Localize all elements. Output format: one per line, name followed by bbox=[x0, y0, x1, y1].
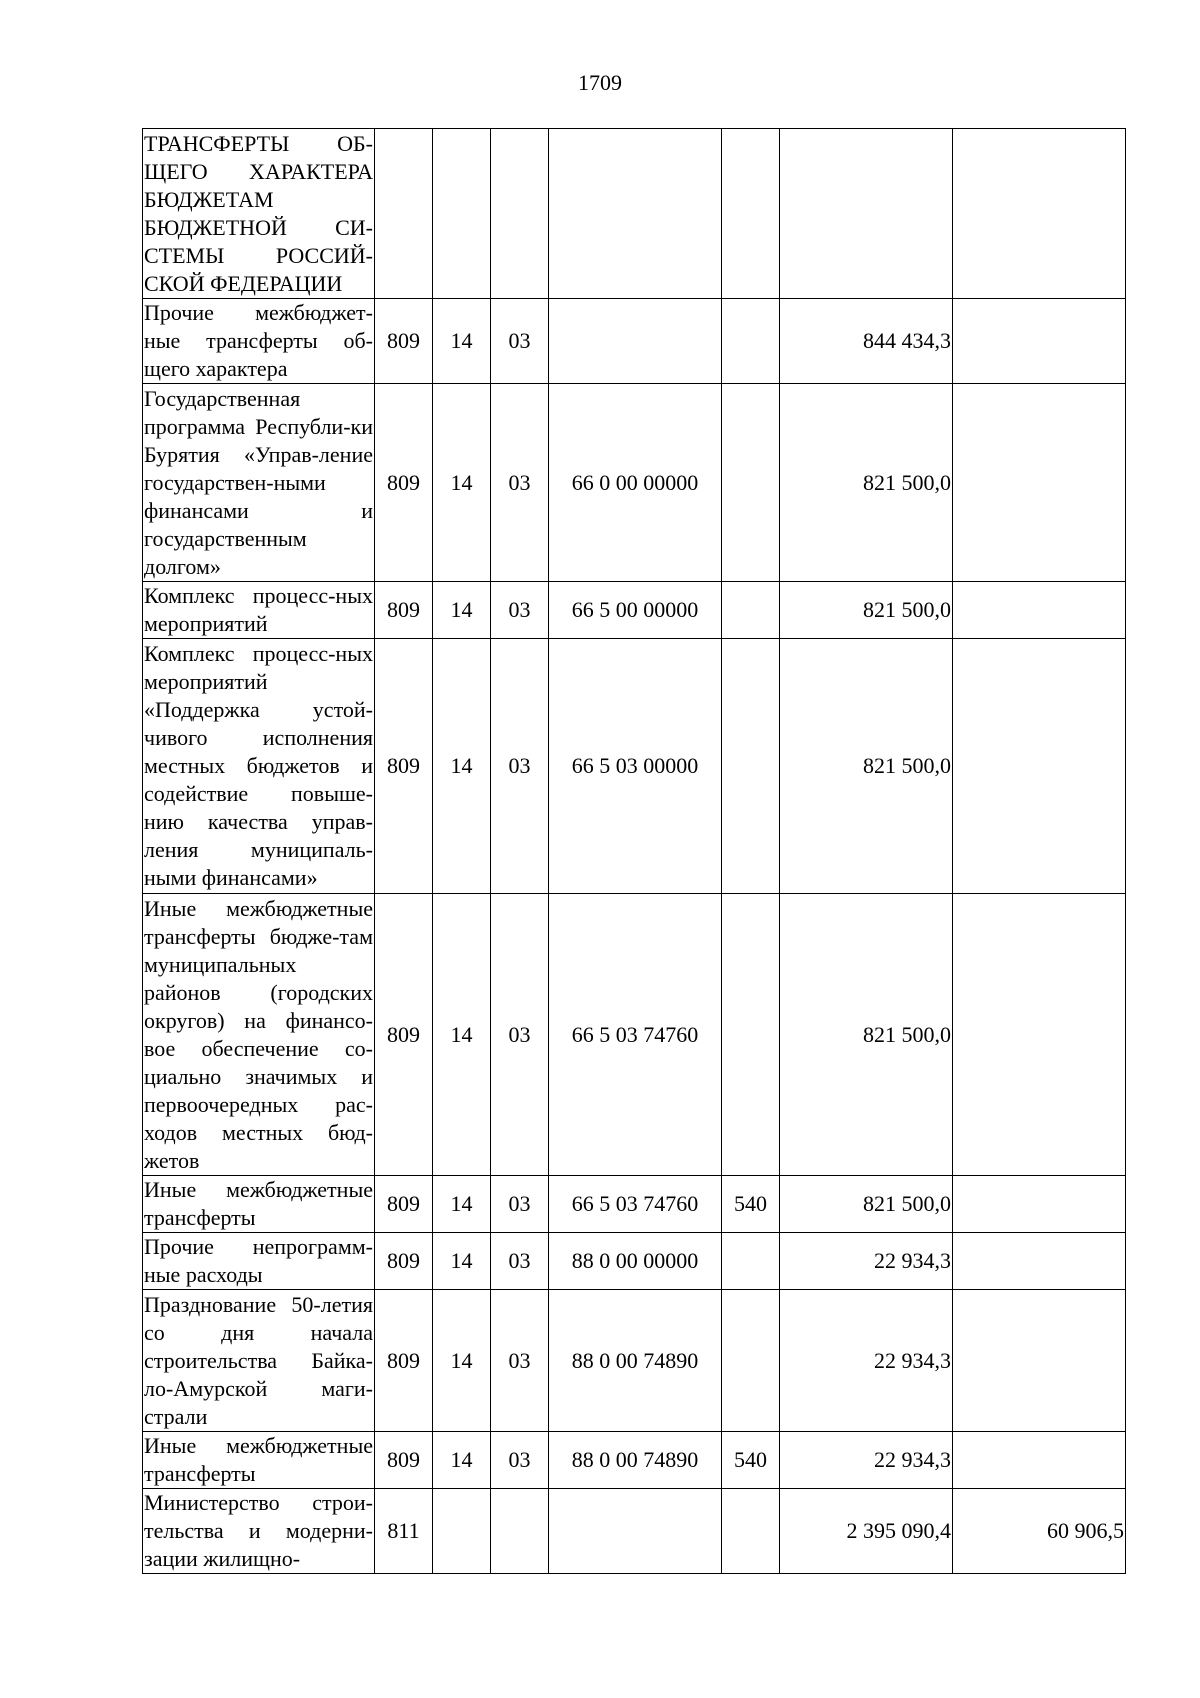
table-row bbox=[143, 129, 1126, 299]
row-target-article: 88 0 00 00000 bbox=[549, 1233, 722, 1290]
row-amount: 22 934,3 bbox=[780, 1290, 953, 1432]
row-ministry-code: 809 bbox=[375, 1432, 433, 1489]
row-amount: 22 934,3 bbox=[780, 1233, 953, 1290]
row-target-article: 88 0 00 74890 bbox=[549, 1290, 722, 1432]
row-amount: 821 500,0 bbox=[780, 1176, 953, 1233]
row-amount: 821 500,0 bbox=[780, 582, 953, 639]
row-ministry-code: 809 bbox=[375, 384, 433, 582]
row-amount-extra bbox=[953, 384, 1126, 582]
row-subsection-code: 03 bbox=[491, 299, 549, 384]
row-subsection-code: 03 bbox=[491, 582, 549, 639]
row-name: Комплекс процесс-ных мероприятий «Поддержка устой-чивого исполнения местных бюджетов и содействие повыше-нию качества управ-ления муниципаль-ными финансами» bbox=[143, 639, 375, 894]
row-amount-extra bbox=[953, 1176, 1126, 1233]
row-target-article: 66 5 03 74760 bbox=[549, 1176, 722, 1233]
row-expense-type bbox=[722, 1489, 780, 1574]
row-ministry-code: 811 bbox=[375, 1489, 433, 1574]
row-name: Иные межбюджетные трансферты bbox=[143, 1176, 375, 1233]
row-target-article bbox=[549, 299, 722, 384]
row-section-code: 14 bbox=[433, 894, 491, 1176]
row-section-code: 14 bbox=[433, 1176, 491, 1233]
row-subsection-code: 03 bbox=[491, 894, 549, 1176]
row-subsection-code: 03 bbox=[491, 1432, 549, 1489]
row-subsection-code bbox=[491, 129, 549, 299]
row-amount: 22 934,3 bbox=[780, 1432, 953, 1489]
row-ministry-code: 809 bbox=[375, 1176, 433, 1233]
row-section-code: 14 bbox=[433, 1432, 491, 1489]
row-name: Комплекс процесс-ных мероприятий bbox=[143, 582, 375, 639]
row-ministry-code bbox=[375, 129, 433, 299]
row-expense-type bbox=[722, 639, 780, 894]
row-target-article: 66 5 03 74760 bbox=[549, 894, 722, 1176]
row-name: Государственная программа Республи-ки Бурятия «Управ-ление государствен-ными финансами и государственным долгом» bbox=[143, 384, 375, 582]
row-amount-extra bbox=[953, 1233, 1126, 1290]
row-amount-extra bbox=[953, 1290, 1126, 1432]
row-name: Иные межбюджетные трансферты бюдже-там муниципальных районов (городских округов) на финансо-вое обеспечение со-циально значимых и первоочередных рас-ходов местных бюд-жетов bbox=[143, 894, 375, 1176]
row-expense-type: 540 bbox=[722, 1432, 780, 1489]
row-section-code: 14 bbox=[433, 1233, 491, 1290]
row-ministry-code: 809 bbox=[375, 1233, 433, 1290]
row-target-article bbox=[549, 129, 722, 299]
row-expense-type bbox=[722, 582, 780, 639]
row-expense-type bbox=[722, 129, 780, 299]
row-amount: 844 434,3 bbox=[780, 299, 953, 384]
row-amount: 821 500,0 bbox=[780, 639, 953, 894]
row-ministry-code: 809 bbox=[375, 639, 433, 894]
table-row bbox=[143, 384, 1126, 582]
row-subsection-code bbox=[491, 1489, 549, 1574]
row-subsection-code: 03 bbox=[491, 1176, 549, 1233]
row-amount: 821 500,0 bbox=[780, 384, 953, 582]
row-name: Празднование 50-летия со дня начала строительства Байка-ло-Амурской маги-страли bbox=[143, 1290, 375, 1432]
row-name: Иные межбюджетные трансферты bbox=[143, 1432, 375, 1489]
budget-table bbox=[142, 128, 1126, 1574]
table-row bbox=[143, 1432, 1126, 1489]
row-expense-type: 540 bbox=[722, 1176, 780, 1233]
table-row bbox=[143, 582, 1126, 639]
row-subsection-code: 03 bbox=[491, 1233, 549, 1290]
row-amount-extra bbox=[953, 299, 1126, 384]
row-section-code: 14 bbox=[433, 299, 491, 384]
row-subsection-code: 03 bbox=[491, 384, 549, 582]
row-target-article: 66 0 00 00000 bbox=[549, 384, 722, 582]
table-row bbox=[143, 1489, 1126, 1574]
row-name: Прочие непрограмм-ные расходы bbox=[143, 1233, 375, 1290]
row-expense-type bbox=[722, 384, 780, 582]
row-ministry-code: 809 bbox=[375, 894, 433, 1176]
row-ministry-code: 809 bbox=[375, 582, 433, 639]
row-target-article: 66 5 03 00000 bbox=[549, 639, 722, 894]
row-name: Прочие межбюджет-ные трансферты об-щего характера bbox=[143, 299, 375, 384]
row-expense-type bbox=[722, 894, 780, 1176]
row-target-article: 88 0 00 74890 bbox=[549, 1432, 722, 1489]
table-row bbox=[143, 1176, 1126, 1233]
row-section-code: 14 bbox=[433, 1290, 491, 1432]
table-row bbox=[143, 1233, 1126, 1290]
table-row bbox=[143, 1290, 1126, 1432]
page-number: 1709 bbox=[578, 70, 622, 95]
row-section-code: 14 bbox=[433, 582, 491, 639]
row-section-code: 14 bbox=[433, 639, 491, 894]
row-ministry-code: 809 bbox=[375, 299, 433, 384]
row-amount bbox=[780, 129, 953, 299]
table-row bbox=[143, 299, 1126, 384]
row-section-code bbox=[433, 1489, 491, 1574]
row-name: Министерство строи-тельства и модерни-зации жилищно- bbox=[143, 1489, 375, 1574]
row-amount-extra bbox=[953, 639, 1126, 894]
row-expense-type bbox=[722, 1233, 780, 1290]
row-amount-extra: 60 906,5 bbox=[953, 1489, 1126, 1574]
row-subsection-code: 03 bbox=[491, 1290, 549, 1432]
row-ministry-code: 809 bbox=[375, 1290, 433, 1432]
row-name: ТРАНСФЕРТЫ ОБ-ЩЕГО ХАРАКТЕРА БЮДЖЕТАМ БЮДЖЕТНОЙ СИ-СТЕМЫ РОССИЙ-СКОЙ ФЕДЕРАЦИИ bbox=[143, 129, 375, 299]
row-expense-type bbox=[722, 1290, 780, 1432]
row-target-article bbox=[549, 1489, 722, 1574]
row-amount-extra bbox=[953, 894, 1126, 1176]
row-amount-extra bbox=[953, 1432, 1126, 1489]
row-amount: 821 500,0 bbox=[780, 894, 953, 1176]
row-target-article: 66 5 00 00000 bbox=[549, 582, 722, 639]
row-subsection-code: 03 bbox=[491, 639, 549, 894]
table-row bbox=[143, 894, 1126, 1176]
row-amount-extra bbox=[953, 129, 1126, 299]
row-amount-extra bbox=[953, 582, 1126, 639]
row-section-code bbox=[433, 129, 491, 299]
row-section-code: 14 bbox=[433, 384, 491, 582]
row-expense-type bbox=[722, 299, 780, 384]
table-row bbox=[143, 639, 1126, 894]
row-amount: 2 395 090,4 bbox=[780, 1489, 953, 1574]
